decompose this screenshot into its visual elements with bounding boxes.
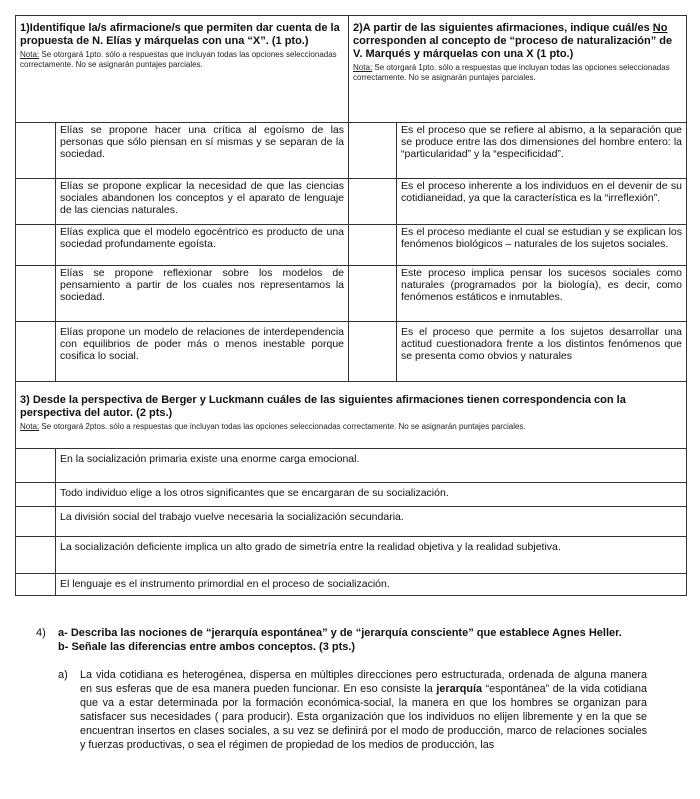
table-row	[16, 266, 687, 322]
q1-note	[20, 50, 344, 70]
q3-note-label: Nota:	[20, 422, 40, 431]
q3-checkbox-cell-4[interactable]	[16, 537, 56, 574]
q1-title: 1)Identifique la/s afirmacione/s que permiten dar cuenta de la propuesta de N. Elías y márquelas con una “X”. (1 pto.)	[20, 22, 340, 47]
table-row	[16, 483, 687, 507]
q3-title: 3) Desde la perspectiva de Berger y Luckmann cuáles de las siguientes afirmaciones tienen correspondencia con la perspectiva del autor. (2 pts.)	[20, 394, 626, 419]
table-row	[16, 507, 687, 537]
q2-item-4: Este proceso implica pensar los sucesos sociales como naturales (programados por la biología), es decir, como fenómenos estáticos e inmutables.	[397, 266, 687, 322]
q4-answer-post: “espontánea” de la vida cotidiana que va a estar determinada por la formación económica-social, la manera en que los hombres se organizan para satisfacer sus necesidades ( para producir). Esta organización que los individuos no elijen libremente y en la que se encuentran insertos en clases sociales, a su vez se definirá por el modo de producción, marco de relaciones sociales y fuerzas productivas, o sea el régimen de propiedad de los medios de producción, las	[80, 683, 647, 751]
q3-item-1: En la socialización primaria existe una enorme carga emocional.	[56, 449, 687, 483]
q1-checkbox-cell-2[interactable]	[16, 179, 56, 225]
q1-header	[16, 16, 349, 123]
q2-item-5: Es el proceso que permite a los sujetos desarrollar una actitud cuestionadora frente a los distintos fenómenos que se presenta como obvios y naturales	[397, 322, 687, 382]
q2-item-2: Es el proceso inherente a los individuos en el devenir de su cotidianeidad, ya que la característica es la “irreflexión”.	[397, 179, 687, 225]
q2-title-pre: 2)A partir de las siguientes afirmaciones, indique cuál/es	[353, 22, 653, 34]
exam-table	[15, 15, 687, 596]
q1-checkbox-cell-3[interactable]	[16, 225, 56, 266]
q1-checkbox-cell-4[interactable]	[16, 266, 56, 322]
q3-item-2: Todo individuo elige a los otros significantes que se encargaran de su socialización.	[56, 483, 687, 507]
q4-answer-bold: jerarquía	[436, 683, 482, 695]
q1-item-1: Elías se propone hacer una crítica al egoísmo de las personas que sólo piensan en sí mismas y se separan de la sociedad.	[56, 123, 349, 179]
q3-checkbox-cell-2[interactable]	[16, 483, 56, 507]
q2-title-post: corresponden al concepto de “proceso de naturalización” de V. Marqués y márquelas con una X (1 pto.)	[353, 35, 673, 60]
q2-checkbox-cell-2[interactable]	[349, 179, 397, 225]
q2-checkbox-cell-5[interactable]	[349, 322, 397, 382]
table-row	[16, 449, 687, 483]
table-row	[16, 322, 687, 382]
q3-note-text: Se otorgará 2ptos. sólo a respuestas que incluyan todas las opciones seleccionadas correctamente. No se asignarán puntajes parciales.	[41, 422, 526, 431]
q1-item-4: Elías se propone reflexionar sobre los modelos de pensamiento a partir de los cuales nos representamos la sociedad.	[56, 266, 349, 322]
table-row	[16, 225, 687, 266]
table-row	[16, 123, 687, 179]
q1-item-2: Elías se propone explicar la necesidad de que las ciencias sociales abandonen los conceptos y el aparato de lenguaje de las ciencias naturales.	[56, 179, 349, 225]
q1-note-text: Se otorgará 1pto. sólo a respuestas que incluyan todas las opciones seleccionadas correctamente. No se asignarán puntajes parciales.	[20, 50, 337, 69]
q3-header-row	[16, 382, 687, 449]
table-row	[16, 537, 687, 574]
q3-note	[20, 422, 682, 432]
q3-item-4: La socialización deficiente implica un alto grado de simetría entre la realidad objetiva y la realidad subjetiva.	[56, 537, 687, 574]
q2-note-text: Se otorgará 1pto. sólo a respuestas que incluyan todas las opciones seleccionadas correctamente. No se asignarán puntajes parciales.	[353, 63, 670, 82]
q1-checkbox-cell-5[interactable]	[16, 322, 56, 382]
q2-checkbox-cell-1[interactable]	[349, 123, 397, 179]
q4-part-a: a- Describa las nociones de “jerarquía espontánea” y de “jerarquía consciente” que establece Agnes Heller.	[58, 627, 622, 639]
header-row	[16, 16, 687, 123]
q2-checkbox-cell-3[interactable]	[349, 225, 397, 266]
table-row	[16, 574, 687, 596]
q4-answer-pre: La vida cotidiana es heterogénea, dispersa en múltiples direcciones pero estructurada, ordenada de alguna manera en sus esferas que de esa manera pueden funcionar. En eso consiste la	[80, 669, 647, 695]
q3-item-3: La división social del trabajo vuelve necesaria la socialización secundaria.	[56, 507, 687, 537]
q1-item-5: Elías propone un modelo de relaciones de interdependencia con equilibrios de poder más o menos inestable porque cosifica lo social.	[56, 322, 349, 382]
q3-checkbox-cell-1[interactable]	[16, 449, 56, 483]
q4-answer-label: a)	[58, 669, 68, 681]
q1-checkbox-cell-1[interactable]	[16, 123, 56, 179]
q2-item-3: Es el proceso mediante el cual se estudian y se explican los fenómenos biológicos – naturales de los sujetos sociales.	[397, 225, 687, 266]
q3-checkbox-cell-3[interactable]	[16, 507, 56, 537]
q3-item-5: El lenguaje es el instrumento primordial en el proceso de socialización.	[56, 574, 687, 596]
q4-answer-text	[80, 668, 647, 752]
q1-note-label: Nota:	[20, 50, 40, 59]
q4-prompt	[58, 626, 648, 654]
q2-checkbox-cell-4[interactable]	[349, 266, 397, 322]
q2-title-no: No	[652, 22, 668, 34]
q4-number: 4)	[36, 627, 46, 639]
q2-note	[353, 63, 682, 83]
q3-header	[16, 382, 687, 449]
q2-item-1: Es el proceso que se refiere al abismo, a la separación que se produce entre las dos dimensiones del hombre entero: la “particularidad” y la “especificidad”.	[397, 123, 687, 179]
q1-item-3: Elías explica que el modelo egocéntrico es producto de una sociedad profundamente egoísta.	[56, 225, 349, 266]
q3-checkbox-cell-5[interactable]	[16, 574, 56, 596]
q2-note-label: Nota:	[353, 63, 373, 72]
q2-title	[353, 22, 682, 61]
q4-part-b: b- Señale las diferencias entre ambos conceptos. (3 pts.)	[58, 641, 356, 653]
table-row	[16, 179, 687, 225]
q2-header	[349, 16, 687, 123]
